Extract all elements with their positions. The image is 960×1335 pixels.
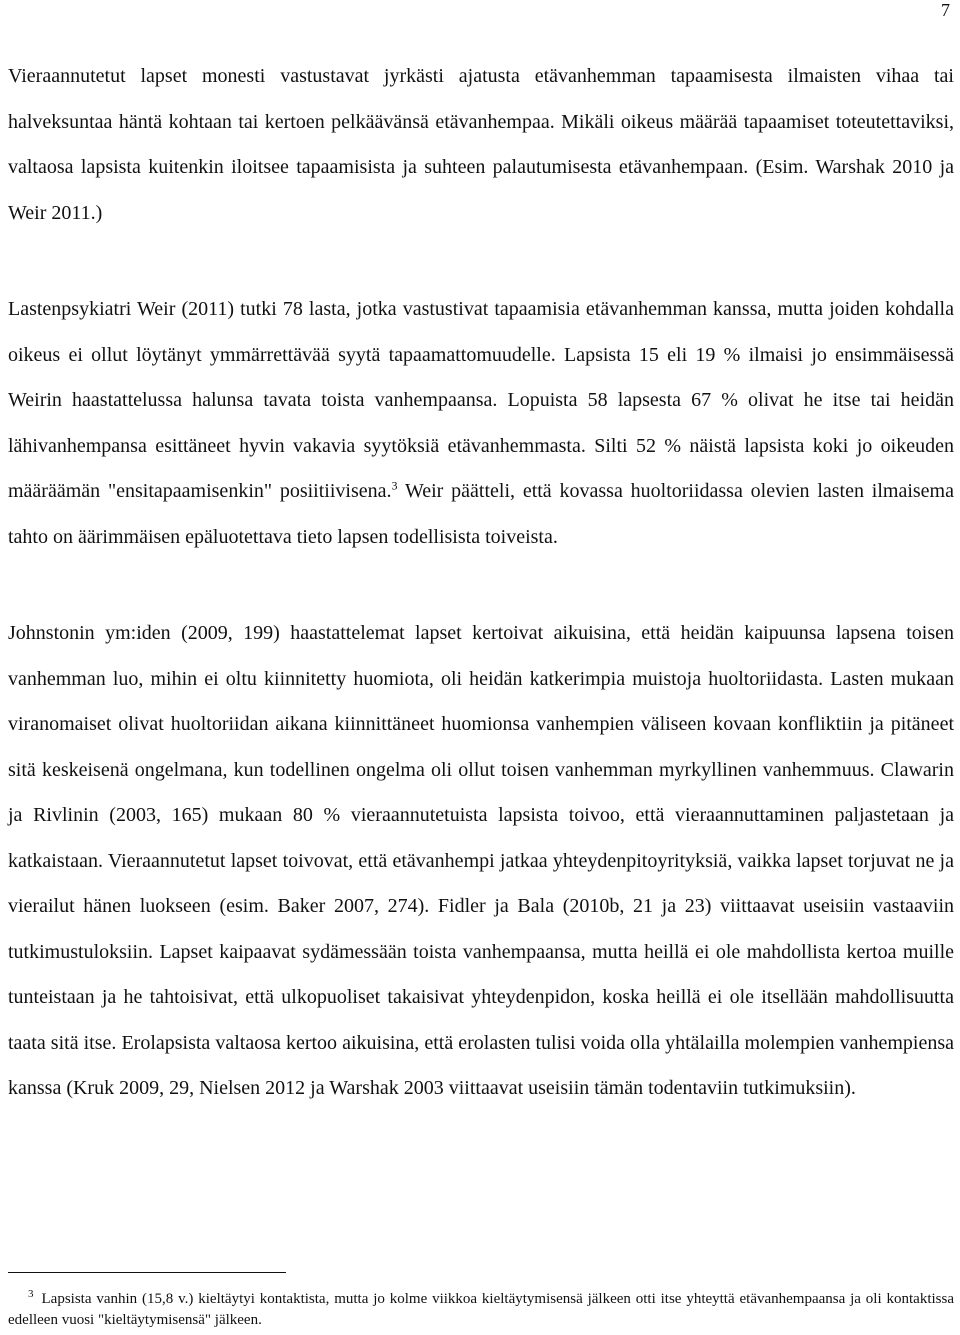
paragraph-2-text-before: Lastenpsykiatri Weir (2011) tutki 78 lasta, jotka vastustivat tapaamisia etävanhemman kanssa, mutta joiden kohdalla oikeus ei ollut löytänyt ymmärrettävää syytä tapaamattomuudelle. Lapsista 15 eli 19 % ilmaisi jo ensimmäisessä Weirin haastattelussa halunsa tavata toista vanhempaansa. Lopuista 58 lapsesta 67 % olivat he itse tai heidän lähivanhempansa esittäneet hyvin vakavia syytöksiä etävanhemmasta. Silti 52 % näistä lapsista koki jo oikeuden määräämän "ensitapaamisenkin" posiitiivisena. (8, 298, 954, 502)
paragraph-3: Johnstonin ym:iden (2009, 199) haastattelemat lapset kertoivat aikuisina, että heidän kaipuunsa lapsena toisen vanhemman luo, mihin ei oltu kiinnitetty huomiota, oli heidän katkerimpia muistoja huoltoriidasta. Lasten mukaan viranomaiset olivat huoltoriidan aikana kiinnittäneet huomionsa vanhempien väliseen kovaan konfliktiin ja pitäneet sitä keskeisenä ongelmana, kun todellinen ongelma oli ollut toisen vanhemman myrkyllinen vanhemmuus. Clawarin ja Rivlinin (2003, 165) mukaan 80 % vieraannutetuista lapsista toivoo, että vieraannuttaminen paljastetaan ja katkaistaan. Vieraannutetut lapset toivovat, että etävanhempi jatkaa yhteydenpitoyrityksiä, vaikka lapset torjuvat ne ja vierailut hänen luokseen (esim. Baker 2007, 274). Fidler ja Bala (2010b, 21 ja 23) viittaavat useisiin vastaaviin tutkimustuloksiin. Lapset kaipaavat sydämessään toista vanhempaansa, mutta heillä ei ole mahdollista kertoa muille tunteistaan ja he tahtoisivat, että ulkopuoliset takaisivat yhteydenpidon, koska heillä ei ole itsellään mahdollisuutta taata sitä itse. Erolapsista valtaosa kertoo aikuisina, että erolasten tulisi voida olla yhtälailla molempien vanhempiensa kanssa (Kruk 2009, 29, Nielsen 2012 ja Warshak 2003 viittaavat useisiin tämän todentaviin tutkimuksiin). (8, 622, 954, 1099)
paragraph-2 (8, 287, 954, 560)
footnote-number: 3 (28, 1288, 34, 1300)
footnote-divider (8, 1272, 286, 1273)
body-text (8, 54, 954, 1112)
paragraph-1: Vieraannutetut lapset monesti vastustavat jyrkästi ajatusta etävanhemman tapaamisesta ilmaisten vihaa tai halveksuntaa häntä kohtaan tai kertoen pelkäävänsä etävanhempaa. Mikäli oikeus määrää tapaamiset toteutettaviksi, valtaosa lapsista kuitenkin iloitsee tapaamisista ja suhteen palautumisesta etävanhempaan. (Esim. Warshak 2010 ja Weir 2011.) (8, 65, 954, 224)
footnote-text: Lapsista vanhin (15,8 v.) kieltäytyi kontaktista, mutta jo kolme viikkoa kieltäytymisensä jälkeen otti itse yhteyttä etävanhempaansa ja oli kontaktissa edelleen vuosi "kieltäytymisensä" jälkeen. (8, 1291, 954, 1328)
footnote (8, 1289, 954, 1331)
paragraph-2-text-after: Weir päätteli, että kovassa huoltoriidassa olevien lasten ilmaisema tahto on äärimmäisen epäluotettava tieto lapsen todellisista toiveista. (8, 480, 954, 548)
footnote-reference[interactable]: 3 (391, 478, 398, 493)
page-number: 7 (941, 0, 950, 20)
